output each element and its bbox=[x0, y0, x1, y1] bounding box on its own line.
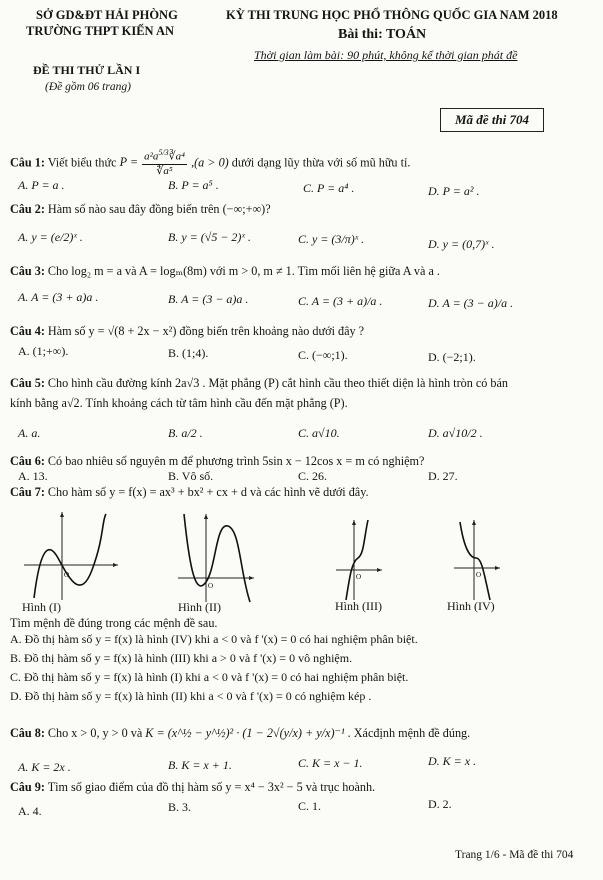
page-footer: Trang 1/6 - Mã đề thi 704 bbox=[455, 849, 574, 861]
subject-title: Bài thi: TOÁN bbox=[338, 27, 427, 42]
figure-caption-3: Hình (III) bbox=[335, 599, 382, 613]
question-5: Câu 5: Cho hình cầu đường kính 2a√3 . Mặt phẳng (P) cắt hình cầu theo thiết diện là hình tròn có bán bbox=[10, 376, 509, 390]
question-1: Câu 1: Viết biểu thức P = $\frac{a^2a^{5/3}∛a^4}{\text{∜a⁵}}$ ,(a > 0) dưới dạng lũy thừa với số mũ hữu tỉ. bbox=[10, 148, 411, 178]
trial-title: ĐỀ THI THỬ LẦN I bbox=[33, 63, 141, 77]
figure-caption-4: Hình (IV) bbox=[447, 599, 495, 613]
q7-option-c[interactable]: C. Đồ thị hàm số y = f(x) là hình (I) khi a < 0 và f '(x) = 0 có hai nghiệm phân biệt. bbox=[10, 670, 409, 684]
department-name: SỞ GD&ĐT HẢI PHÒNG bbox=[36, 8, 178, 22]
q8-option-b[interactable]: B. K = x + 1. bbox=[168, 758, 232, 772]
q3-option-d[interactable]: D. A = (3 − a)/a . bbox=[428, 296, 514, 310]
q3-option-c[interactable]: C. A = (3 + a)/a . bbox=[298, 294, 383, 308]
q2-option-a[interactable]: A. y = (e/2)ˣ . bbox=[18, 230, 83, 244]
q9-option-a[interactable]: A. 4. bbox=[18, 804, 42, 818]
q6-option-a[interactable]: A. 13. bbox=[18, 469, 48, 483]
question-7: Câu 7: Cho hàm số y = f(x) = ax³ + bx² + cx + d và các hình vẽ dưới đây. bbox=[10, 485, 369, 499]
question-6: Câu 6: Có bao nhiêu số nguyên m để phương trình 5sin x − 12cos x = m có nghiệm? bbox=[10, 454, 425, 468]
q6-option-b[interactable]: B. Vô số. bbox=[168, 469, 214, 483]
q8-option-c[interactable]: C. K = x − 1. bbox=[298, 756, 363, 770]
svg-text:O: O bbox=[476, 571, 482, 579]
q9-option-c[interactable]: C. 1. bbox=[298, 799, 322, 813]
q2-option-d[interactable]: D. y = (0,7)ˣ . bbox=[428, 237, 495, 251]
q5-option-c[interactable]: C. a√10. bbox=[298, 426, 340, 440]
q4-option-b[interactable]: B. (1;4). bbox=[168, 346, 209, 360]
q3-option-b[interactable]: B. A = (3 − a)a . bbox=[168, 292, 249, 306]
question-8: Câu 8: Cho x > 0, y > 0 và K = (x^½ − y^½)² · (1 − 2√(y/x) + y/x)⁻¹ . Xácđịnh mệnh đề đúng. bbox=[10, 726, 471, 740]
question-4: Câu 4: Hàm số y = √(8 + 2x − x²) đồng biến trên khoảng nào dưới đây ? bbox=[10, 324, 365, 338]
svg-text:O: O bbox=[356, 573, 362, 581]
q8-option-d[interactable]: D. K = x . bbox=[428, 754, 477, 768]
q4-option-a[interactable]: A. (1;+∞). bbox=[18, 344, 69, 358]
exam-title: KỲ THI TRUNG HỌC PHỔ THÔNG QUỐC GIA NAM 2018 bbox=[226, 8, 558, 22]
q2-option-b[interactable]: B. y = (√5 − 2)ˣ . bbox=[168, 230, 251, 244]
graph-3 bbox=[334, 518, 384, 602]
q4-option-c[interactable]: C. (−∞;1). bbox=[298, 348, 348, 362]
q1-option-b[interactable]: B. P = a⁵ . bbox=[168, 178, 219, 192]
q6-option-c[interactable]: C. 26. bbox=[298, 469, 328, 483]
q5-option-b[interactable]: B. a/2 . bbox=[168, 426, 203, 440]
graph-4 bbox=[452, 518, 502, 602]
exam-duration: Thời gian làm bài: 90 phút, không kể thời gian phát đề bbox=[254, 48, 518, 62]
svg-text:O: O bbox=[208, 582, 214, 590]
question-9: Câu 9: Tìm số giao điểm của đồ thị hàm số y = x⁴ − 3x² − 5 và trục hoành. bbox=[10, 780, 376, 794]
q7-option-d[interactable]: D. Đồ thị hàm số y = f(x) là hình (II) khi a < 0 và f '(x) = 0 có nghiệm kép . bbox=[10, 689, 372, 703]
q2-option-c[interactable]: C. y = (3/π)ˣ . bbox=[298, 232, 365, 246]
question-text: Viết biểu thức bbox=[47, 155, 117, 170]
q7-option-b[interactable]: B. Đồ thị hàm số y = f(x) là hình (III) khi a > 0 và f '(x) = 0 vô nghiệm. bbox=[10, 651, 353, 665]
figure-caption-2: Hình (II) bbox=[178, 600, 221, 614]
q6-option-d[interactable]: D. 27. bbox=[428, 469, 458, 483]
exam-code-box: Mã đề thi 704 bbox=[440, 108, 544, 132]
question-3: Câu 3: Cho log₂ m = a và A = logₘ(8m) với m > 0, m ≠ 1. Tìm mối liên hệ giữa A và a . bbox=[10, 264, 440, 278]
question-5-line-2: kính bằng a√2. Tính khoảng cách từ tâm hình cầu đến mặt phẳng (P). bbox=[10, 396, 348, 410]
q8-option-a[interactable]: A. K = 2x . bbox=[18, 760, 71, 774]
q5-option-a[interactable]: A. a. bbox=[18, 426, 41, 440]
question-2: Câu 2: Hàm số nào sau đây đồng biến trên (−∞;+∞)? bbox=[10, 202, 271, 216]
school-name: TRƯỜNG THPT KIẾN AN bbox=[26, 24, 175, 38]
q1-formula: P = $\frac{a^2a^{5/3}∛a^4}{\text{∜a⁵}}$ bbox=[119, 148, 186, 178]
q1-option-a[interactable]: A. P = a . bbox=[18, 178, 65, 192]
q9-option-b[interactable]: B. 3. bbox=[168, 800, 192, 814]
q7-option-a[interactable]: A. Đồ thị hàm số y = f(x) là hình (IV) khi a < 0 và f '(x) = 0 có hai nghiệm phân biệt. bbox=[10, 632, 418, 646]
q1-option-d[interactable]: D. P = a² . bbox=[428, 184, 480, 198]
q3-option-a[interactable]: A. A = (3 + a)a . bbox=[18, 290, 99, 304]
q5-option-d[interactable]: D. a√10/2 . bbox=[428, 426, 483, 440]
question-7-prompt: Tìm mệnh đề đúng trong các mệnh đề sau. bbox=[10, 616, 218, 630]
q1-option-c[interactable]: C. P = a⁴ . bbox=[303, 181, 355, 195]
q8-formula: K = (x^½ − y^½)² · (1 − 2√(y/x) + y/x)⁻¹ bbox=[145, 726, 345, 740]
svg-text:O: O bbox=[64, 571, 70, 579]
figure-caption-1: Hình (I) bbox=[22, 600, 61, 614]
q9-option-d[interactable]: D. 2. bbox=[428, 797, 452, 811]
q4-option-d[interactable]: D. (−2;1). bbox=[428, 350, 476, 364]
graph-2 bbox=[176, 512, 256, 604]
question-label: Câu 1: bbox=[10, 155, 45, 170]
graph-1 bbox=[20, 510, 120, 602]
page-count: (Đề gồm 06 trang) bbox=[45, 81, 131, 93]
